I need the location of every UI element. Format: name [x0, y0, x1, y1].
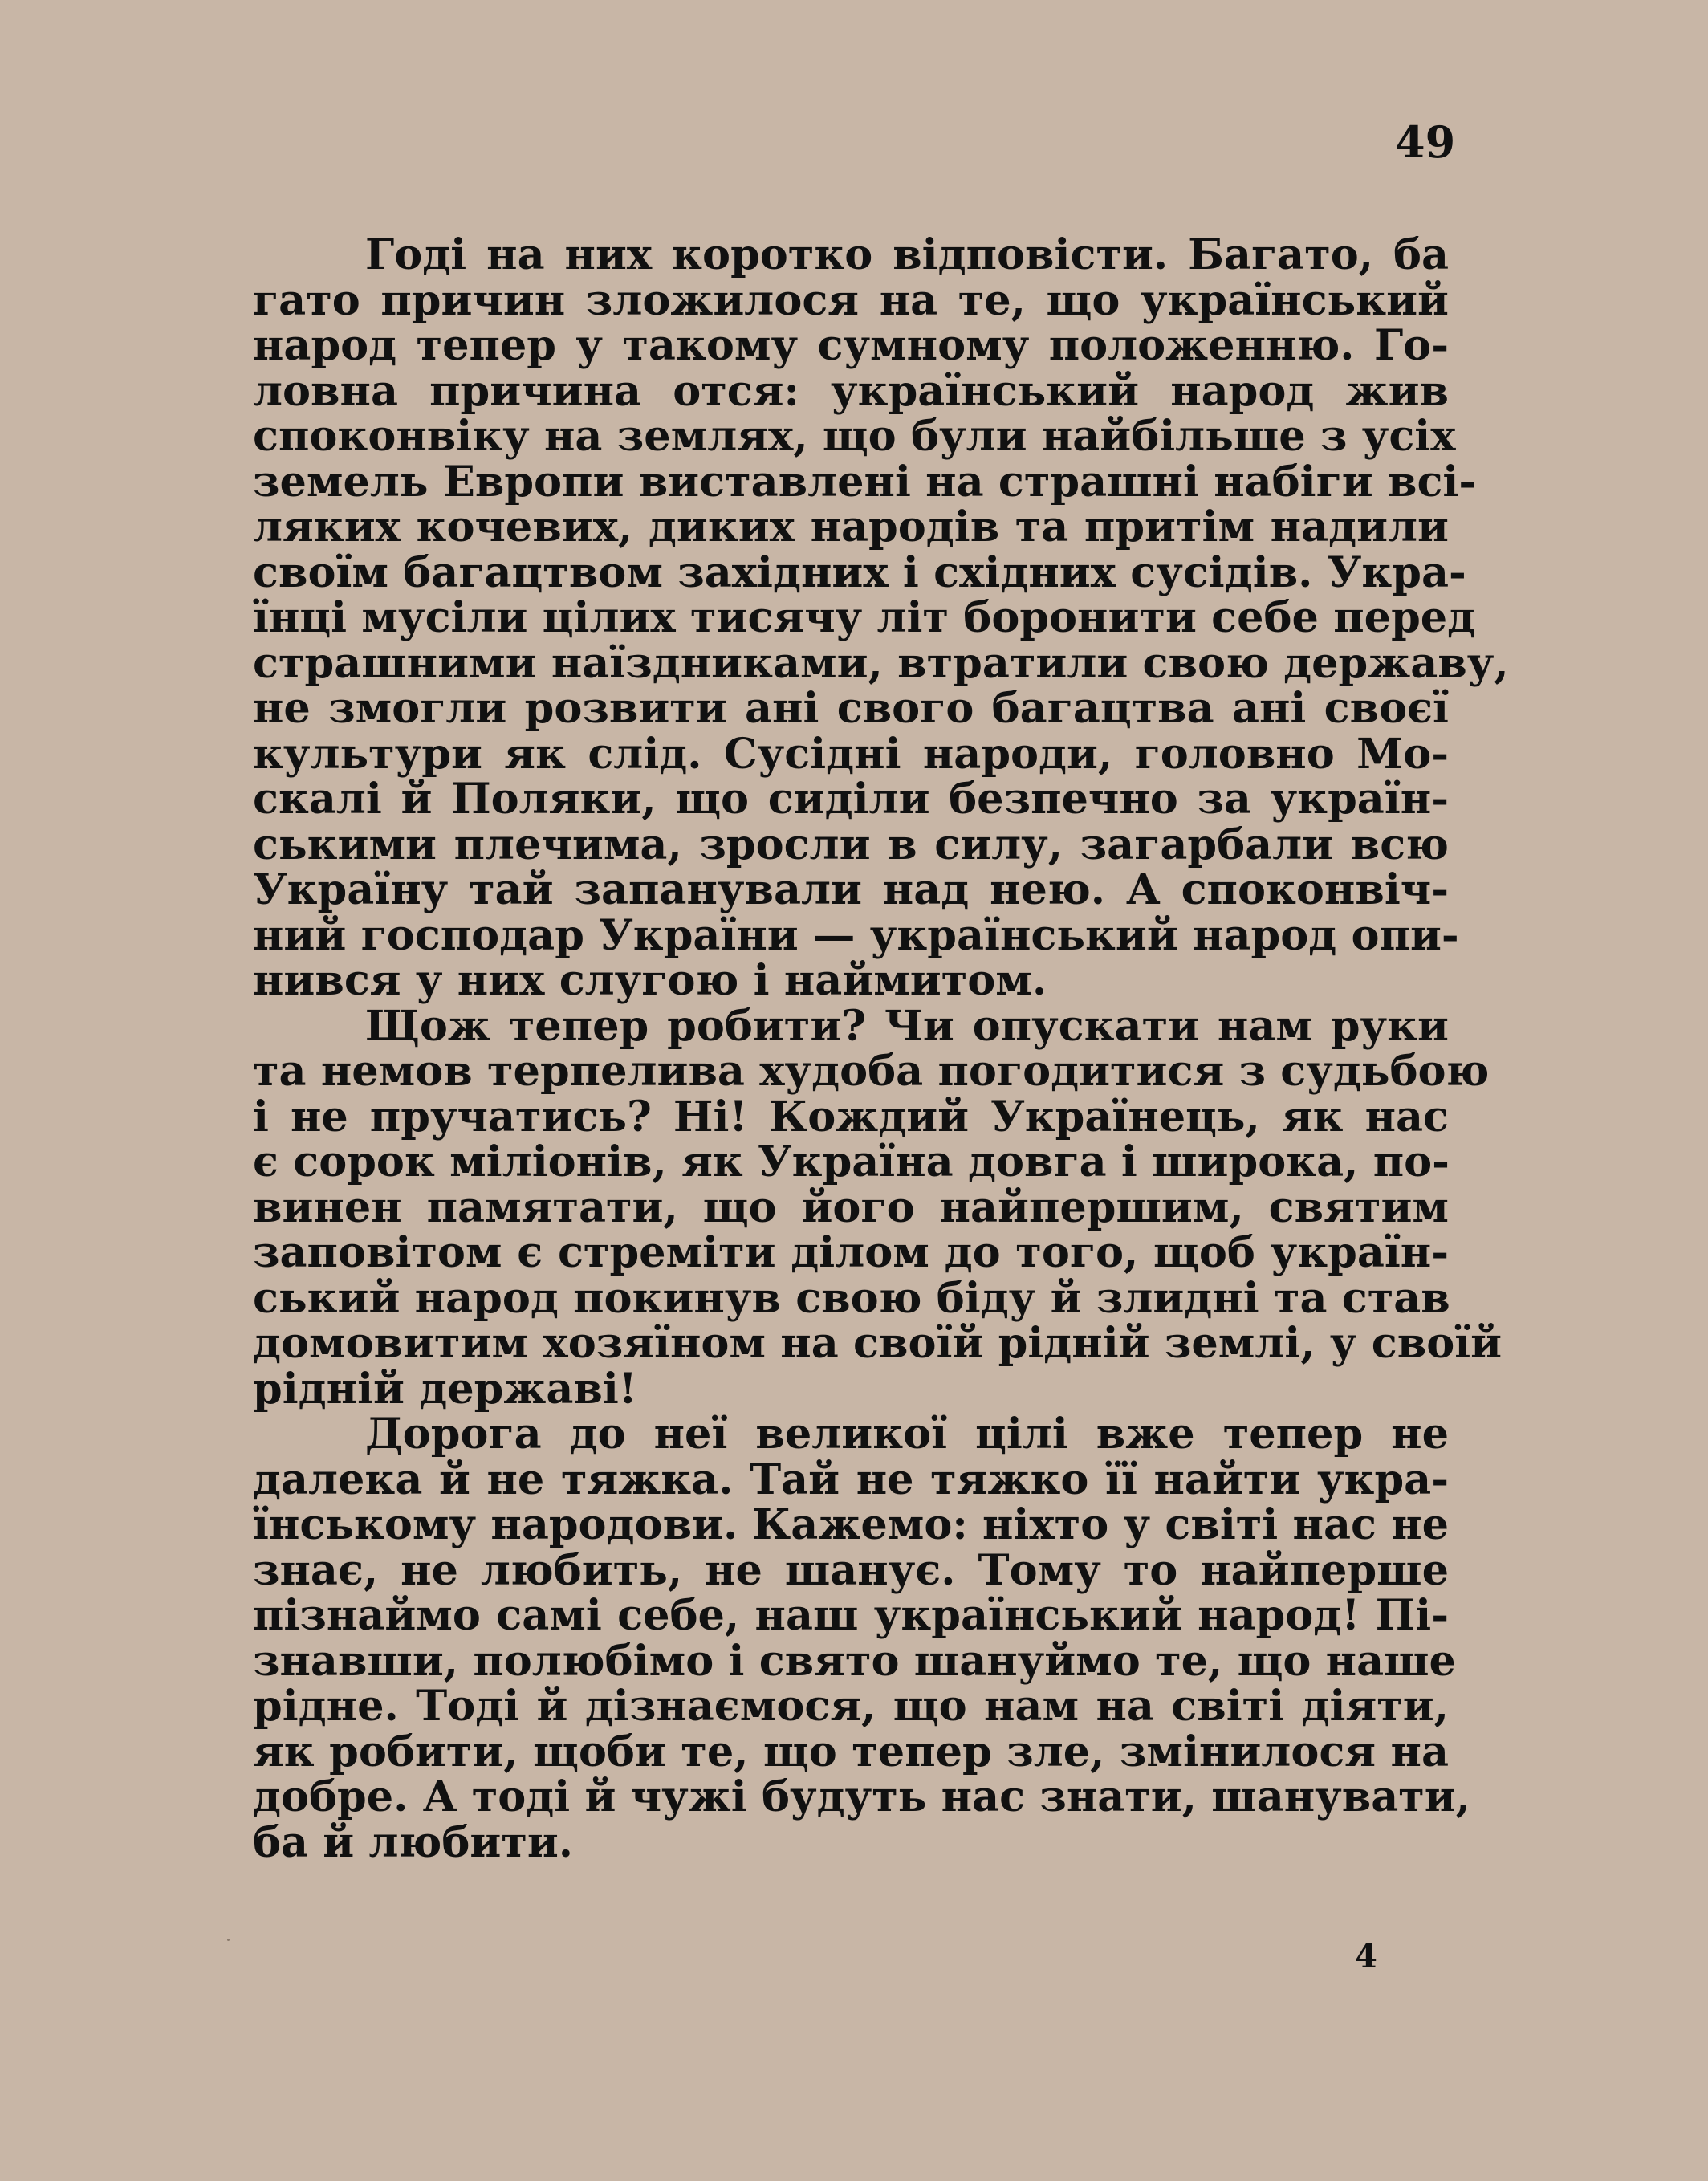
body-text [253, 230, 1509, 1867]
text-line: добре. А тоді й чужі будуть нас знати, шанувати, [253, 1772, 1471, 1821]
text-line: споконвіку на землях, що були найбільше з усіх [253, 412, 1456, 461]
signature-mark: 4 [1355, 1938, 1377, 1976]
text-line: земель Европи виставлені на страшні набіги всі- [253, 457, 1477, 507]
text-line: Годі на них коротко відповісти. Багато, ба [365, 230, 1449, 279]
text-line: страшними наїздниками, втратили свою державу, [253, 638, 1509, 688]
text-line: ловна причина отся: український народ жив [253, 366, 1449, 416]
text-line: своїм багацтвом західних і східних сусідів. Укра- [253, 547, 1466, 597]
text-line: гато причин зложилося на те, що український [253, 275, 1449, 325]
text-line: Україну тай запанували над нею. А споконвіч- [253, 865, 1449, 914]
text-line: ськими плечима, зросли в силу, загарбали всю [253, 820, 1449, 869]
text-line: знає, не любить, не шанує. Тому то найперше [253, 1545, 1449, 1595]
text-line: заповітом є стреміти ділом до того, щоб україн- [253, 1228, 1449, 1277]
text-line: рідній державі! [253, 1364, 637, 1414]
text-line: їнці мусіли цілих тисячу літ боронити себе перед [253, 593, 1476, 642]
text-line: є сорок міліонів, як Україна довга і широка, по- [253, 1137, 1450, 1186]
text-line: далека й не тяжка. Тай не тяжко її найти укра- [253, 1455, 1449, 1504]
text-line: ляких кочевих, диких народів та притім надили [253, 503, 1449, 551]
text-line: та немов терпелива худоба погодитися з судьбою [253, 1047, 1490, 1096]
text-line: народ тепер у такому сумному положенню. Го- [253, 321, 1449, 370]
text-line: не змогли розвити ані свого багацтва ані своєї [253, 684, 1449, 733]
paragraph [253, 230, 1509, 1005]
paragraph [253, 1410, 1471, 1867]
text-line: скалі й Поляки, що сиділи безпечно за україн- [253, 775, 1449, 824]
text-line: знавши, полюбімо і свято шануймо те, що наше [253, 1636, 1456, 1686]
text-line: ба й любити. [253, 1817, 574, 1867]
text-line: їнському народови. Кажемо: ніхто у світі нас не [253, 1500, 1450, 1549]
text-line: Дорога до неї великої цілі вже тепер не [365, 1410, 1449, 1459]
text-line: пізнаймо самі себе, наш український народ! Пі- [253, 1591, 1449, 1640]
text-line: як робити, щоби те, що тепер зле, змінилося на [253, 1727, 1449, 1776]
paragraph [253, 1001, 1503, 1414]
text-line: винен памятати, що його найпершим, святим [253, 1182, 1449, 1232]
text-line: нився у них слугою і наймитом. [253, 956, 1047, 1005]
text-line: Щож тепер робити? Чи опускати нам руки [365, 1001, 1449, 1051]
text-line: ний господар України — український народ опи- [253, 910, 1459, 960]
page-number: 49 [1395, 116, 1456, 168]
text-line: домовитим хозяїном на своїй рідній землі, у своїй [253, 1319, 1503, 1368]
text-line: ський народ покинув свою біду й злидні та став [253, 1273, 1450, 1323]
text-line: культури як слід. Сусідні народи, головно Мо- [253, 729, 1449, 779]
scan-speck [227, 1939, 230, 1941]
text-line: і не пручатись? Ні! Кождий Українець, як нас [253, 1092, 1449, 1141]
text-line: рідне. Тоді й дізнаємося, що нам на світі діяти, [253, 1682, 1449, 1731]
